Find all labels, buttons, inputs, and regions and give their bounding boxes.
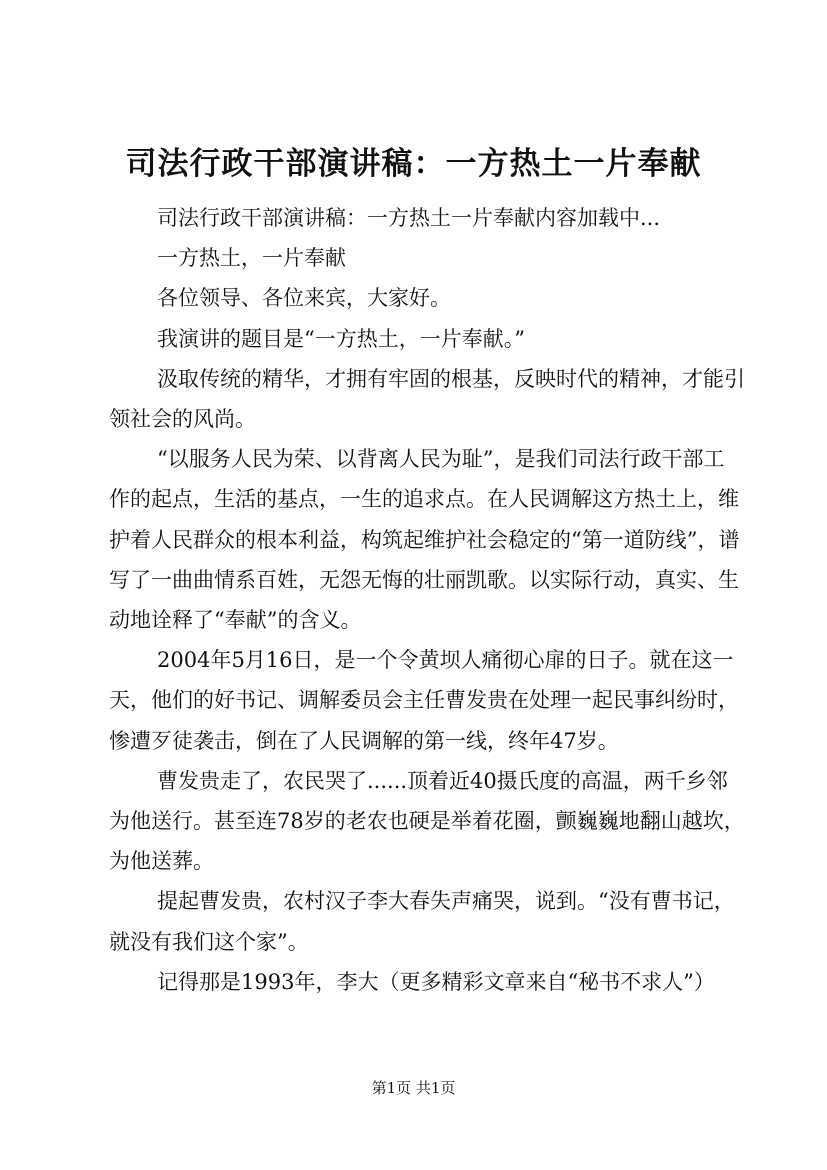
document-title: 司法行政干部演讲稿：一方热土一片奉献	[125, 146, 702, 182]
paragraph-topic: 我演讲的题目是“一方热土，一片奉献。”	[157, 326, 525, 351]
paragraph-date-event: 2004年5月16日，是一个令黄坝人痛彻心扉的日子。就在这一天，他们的好书记、调解委员会主任曹发贵在处理一起民事纠纷时，惨遭歹徒袭击，倒在了人民调解的第一线，终年47岁。	[109, 648, 739, 753]
page-number-footer: 第1页 共1页	[371, 1079, 456, 1097]
paragraph-recollection: 提起曹发贵，农村汉子李大春失声痛哭，说到。“没有曹书记，就没有我们这个家”。	[109, 889, 735, 954]
document-body	[109, 198, 745, 1002]
paragraph-service: “以服务人民为荣、以背离人民为耻”，是我们司法行政干部工作的起点，生活的基点，一生的追求点。在人民调解这方热土上，维护着人民群众的根本利益，构筑起维护社会稳定的“第一道防线”，谱写了一曲曲情系百姓，无怨无悔的壮丽凯歌。以实际行动，真实、生动地诠释了“奉献”的含义。	[109, 447, 740, 633]
paragraph-farewell: 曹发贵走了，农民哭了......顶着近40摄氏度的高温，两千乡邻为他送行。甚至连78岁的老农也硬是举着花圈，颤巍巍地翻山越坎，为他送葬。	[109, 768, 745, 874]
paragraph-speech-title: 一方热土，一片奉献	[157, 246, 346, 271]
paragraph-intro-loading: 司法行政干部演讲稿：一方热土一片奉献内容加载中...	[157, 206, 661, 230]
paragraph-greeting: 各位领导、各位来宾，大家好。	[157, 286, 451, 311]
paragraph-tradition: 汲取传统的精华，才拥有牢固的根基，反映时代的精神，才能引领社会的风尚。	[109, 366, 745, 432]
paragraph-memory-1993: 记得那是1993年，李大（更多精彩文章来自“秘书不求人”）	[157, 969, 715, 994]
